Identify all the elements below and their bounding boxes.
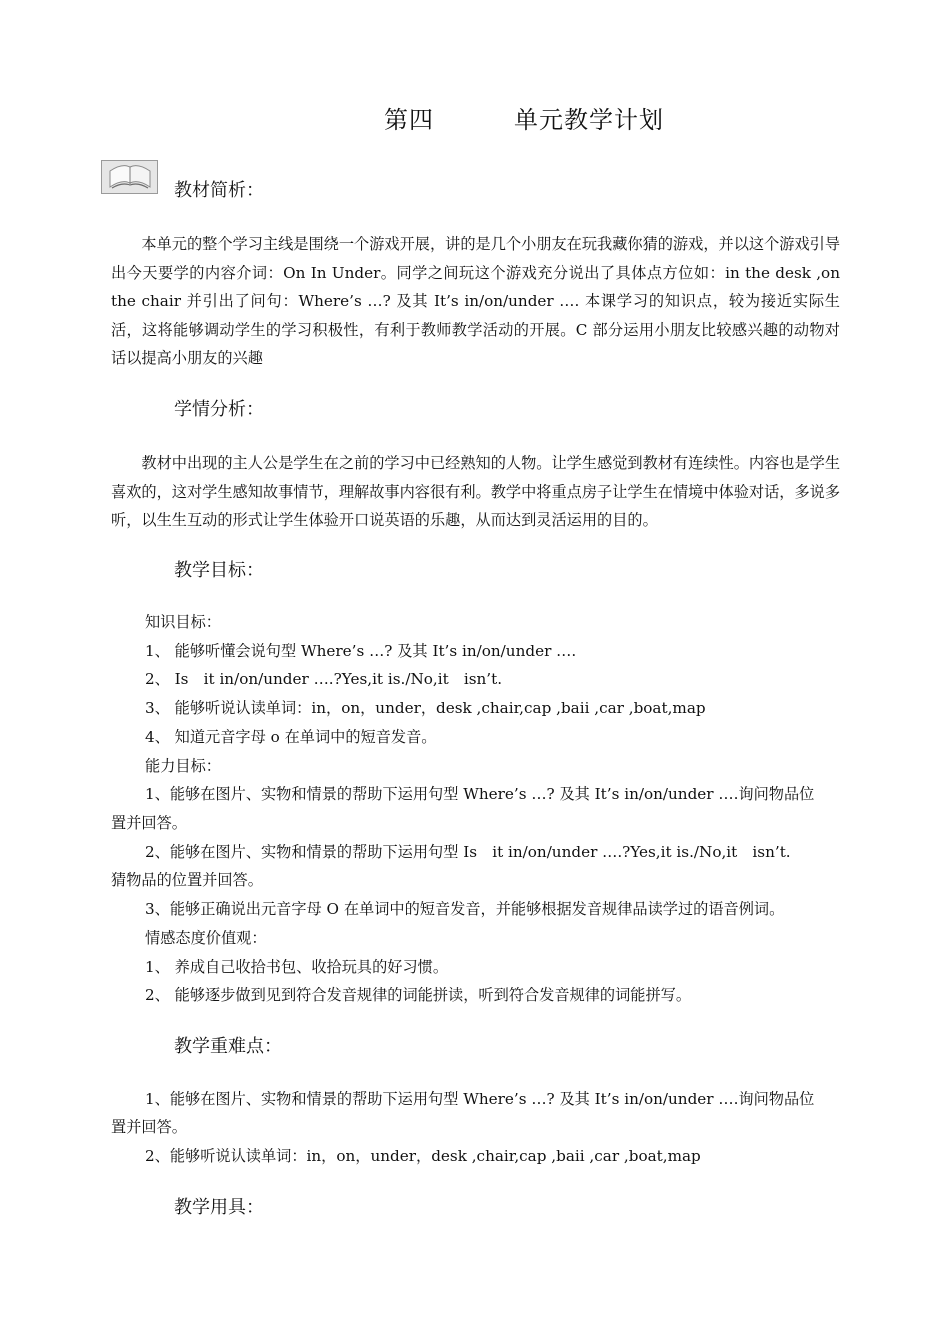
key-item-2: 2、能够听说认读单词：in，on，under，desk ,chair,cap ,baii ,car ,boat,map xyxy=(145,1147,701,1165)
key-item-1-line-2: 置并回答。 xyxy=(111,1118,187,1136)
knowledge-item-4: 4、 知道元音字母 o 在单词中的短音发音。 xyxy=(145,728,437,746)
title-part-2: 单元教学计划 xyxy=(514,106,664,134)
ability-item-2-line-2: 猜物品的位置并回答。 xyxy=(111,871,263,889)
ability-item-2-line-1: 2、能够在图片、实物和情景的帮助下运用句型 Is it in/on/under ….?Yes,it is./No,it isn’t. xyxy=(145,843,791,861)
book-icon xyxy=(101,160,158,194)
emotion-item-1: 1、 养成自己收拾书包、收拾玩具的好习惯。 xyxy=(145,958,449,976)
analysis-heading: 教材简析： xyxy=(174,180,264,201)
ability-item-1-line-2: 置并回答。 xyxy=(111,814,187,832)
knowledge-item-2: 2、 Is it in/on/under ….?Yes,it is./No,it isn’t. xyxy=(145,670,503,688)
students-heading: 学情分析： xyxy=(174,399,264,420)
emotion-label: 情感态度价值观： xyxy=(145,929,267,947)
knowledge-label: 知识目标： xyxy=(145,613,221,631)
tools-heading: 教学用具： xyxy=(174,1197,264,1218)
students-paragraph: 教材中出现的主人公是学生在之前的学习中已经熟知的人物。让学生感觉到教材有连续性。内容也是学生喜欢的，这对学生感知故事情节，理解故事内容很有利。教学中将重点房子让学生在情境中体验对话，多说多听，以生生互动的形式让学生体验开口说英语的乐趣，从而达到灵活运用的目的。 xyxy=(111,454,841,529)
knowledge-item-1: 1、 能够听懂会说句型 Where’s …? 及其 It’s in/on/under …. xyxy=(145,642,577,660)
key-item-1-line-1: 1、能够在图片、实物和情景的帮助下运用句型 Where’s …? 及其 It’s in/on/under ….询问物品位 xyxy=(145,1090,815,1108)
title-part-1: 第四 xyxy=(384,106,434,134)
key-points-heading: 教学重难点： xyxy=(174,1036,282,1057)
ability-item-3: 3、能够正确说出元音字母 O 在单词中的短音发音，并能够根据发音规律品读学过的语音例词。 xyxy=(145,900,785,918)
ability-label: 能力目标： xyxy=(145,757,221,775)
emotion-item-2: 2、 能够逐步做到见到符合发音规律的词能拼读，听到符合发音规律的词能拼写。 xyxy=(145,986,692,1004)
ability-item-1-line-1: 1、能够在图片、实物和情景的帮助下运用句型 Where’s …? 及其 It’s in/on/under ….询问物品位 xyxy=(145,785,815,803)
goals-heading: 教学目标： xyxy=(174,560,264,581)
page-title xyxy=(384,100,664,135)
analysis-paragraph: 本单元的整个学习主线是围绕一个游戏开展，讲的是几个小朋友在玩我藏你猜的游戏，并以这个游戏引导出今天要学的内容介词：On In Under。同学之间玩这个游戏充分说出了具体点方位如：in the desk ,on the chair 并引出了问句：Where’s …? 及其 It’s in/on/under …. 本课学习的知识点，较为接近实际生活，这将能够调动学生的学习积极性，有利于教师教学活动的开展。C 部分运用小朋友比较感兴趣的动物对话以提高小朋友的兴趣 xyxy=(111,235,841,367)
knowledge-item-3: 3、 能够听说认读单词：in，on，under，desk ,chair,cap ,baii ,car ,boat,map xyxy=(145,699,706,717)
